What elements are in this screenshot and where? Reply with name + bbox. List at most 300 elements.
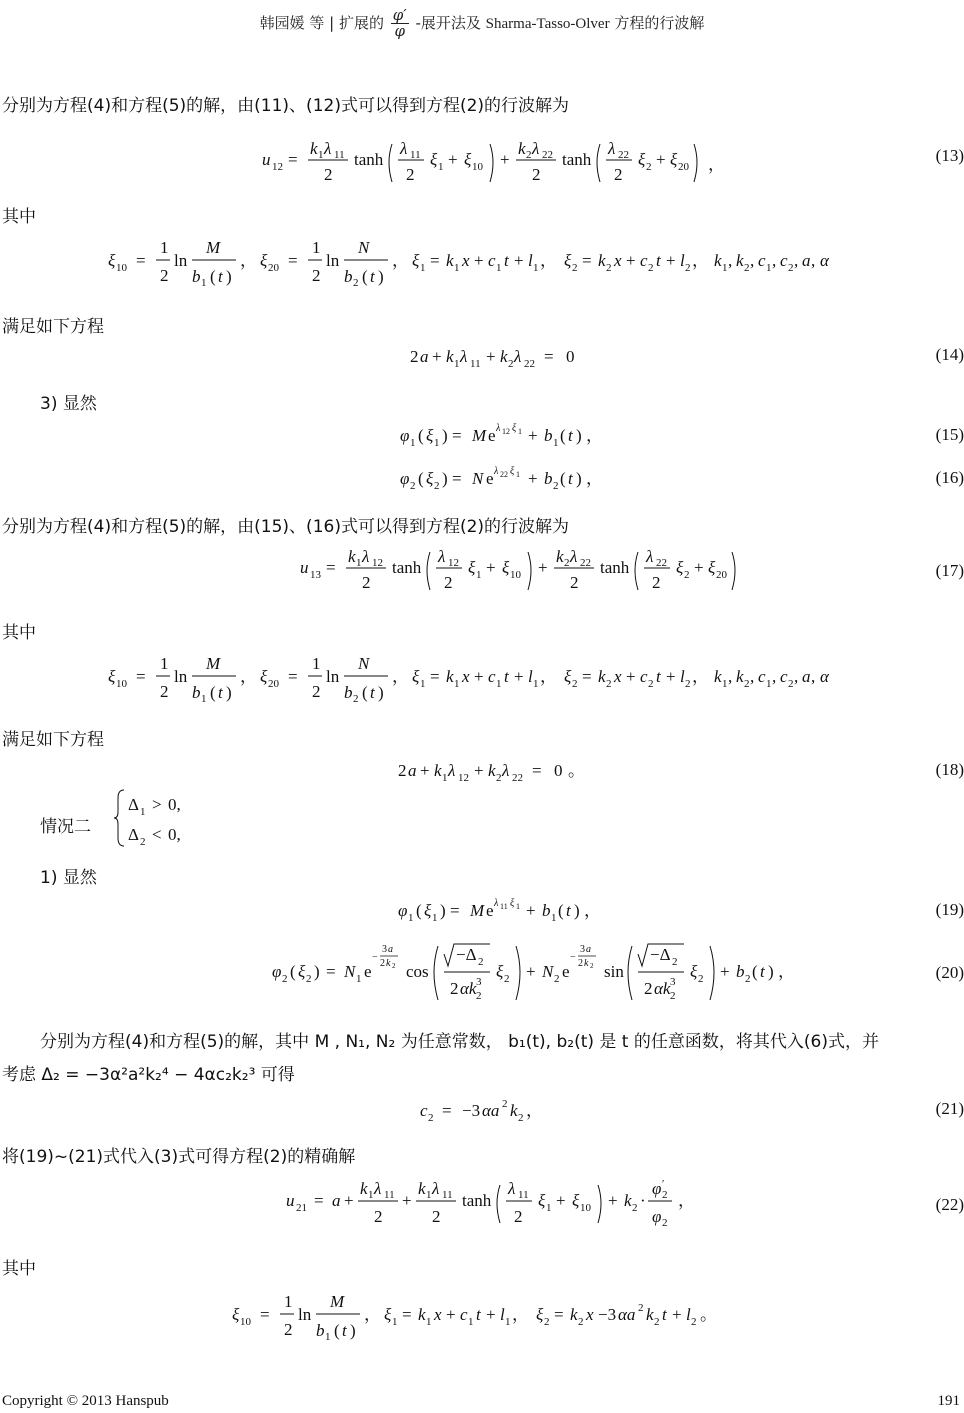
svg-text:k: k	[310, 140, 318, 158]
svg-text:sin: sin	[604, 962, 624, 981]
equation-number-15: (15)	[935, 425, 964, 444]
svg-text:1: 1	[533, 678, 539, 690]
svg-text:2: 2	[788, 262, 794, 274]
svg-text:k: k	[598, 667, 606, 686]
svg-text:2: 2	[406, 165, 415, 184]
svg-text:(: (	[560, 426, 566, 445]
svg-text:−Δ: −Δ	[456, 945, 477, 964]
svg-text:1: 1	[410, 437, 416, 449]
paragraph-7: 满足如下方程	[2, 730, 104, 750]
svg-text:。: 。	[700, 1305, 717, 1324]
svg-text:1: 1	[468, 1316, 474, 1328]
svg-text:2: 2	[564, 557, 570, 569]
svg-text:2: 2	[353, 693, 359, 705]
svg-text:M: M	[330, 1292, 345, 1311]
svg-text:α: α	[820, 251, 829, 270]
svg-text:(: (	[752, 962, 758, 981]
svg-text:b: b	[316, 1321, 325, 1340]
svg-text:c: c	[780, 667, 788, 686]
svg-text:1: 1	[454, 358, 460, 370]
svg-text:=: =	[430, 667, 440, 686]
svg-text:2: 2	[374, 1207, 383, 1226]
svg-text:(: (	[418, 469, 424, 488]
svg-text:(: (	[210, 267, 216, 286]
svg-text:λ: λ	[400, 140, 408, 158]
svg-text:1: 1	[408, 912, 414, 924]
svg-text:1: 1	[722, 262, 728, 274]
svg-text:2: 2	[410, 480, 416, 492]
svg-text:M: M	[470, 901, 485, 920]
svg-text:t: t	[568, 469, 573, 488]
svg-text:): )	[314, 962, 320, 981]
svg-text:): )	[440, 901, 446, 920]
paragraph-9: 1) 显然	[40, 868, 97, 888]
paragraph-3: 满足如下方程	[2, 317, 104, 337]
svg-text:ξ: ξ	[424, 901, 432, 920]
svg-text:10: 10	[472, 161, 483, 173]
svg-text:1: 1	[356, 557, 362, 569]
equation-13: u 12 = k 1 λ 11 2 tanh λ 11 2 ξ 1 + ξ 10 + k 2 λ 22 2 tanh λ 22 2 ξ 2 + ξ 20 ，	[262, 140, 725, 184]
svg-text:3: 3	[580, 944, 585, 955]
svg-text:ln: ln	[174, 251, 188, 270]
svg-text:=: =	[288, 251, 298, 270]
svg-text:k: k	[714, 667, 722, 686]
page-number: 191	[937, 1393, 960, 1409]
svg-text:，: ，	[540, 251, 557, 270]
svg-text:ξ: ξ	[512, 423, 517, 434]
svg-text:1: 1	[434, 437, 440, 449]
svg-text:12: 12	[272, 161, 283, 173]
svg-text:2: 2	[284, 1320, 293, 1339]
svg-text:1: 1	[284, 1292, 293, 1311]
equation-17-graphic	[300, 548, 750, 594]
svg-text:ξ: ξ	[502, 558, 510, 577]
svg-text:c: c	[758, 667, 766, 686]
svg-text:): )	[576, 426, 582, 445]
svg-text:，: ，	[526, 1101, 543, 1120]
svg-text:αa: αa	[482, 1101, 500, 1120]
svg-text:−Δ: −Δ	[650, 945, 671, 964]
svg-text:): )	[226, 683, 232, 702]
svg-text:2: 2	[160, 682, 169, 701]
svg-text:,: ,	[772, 667, 777, 686]
paragraph-8: 情况二	[40, 817, 91, 837]
equation-18-graphic	[398, 758, 618, 784]
svg-text:ξ: ξ	[690, 962, 698, 981]
svg-text:=: =	[136, 251, 146, 270]
svg-text:2: 2	[160, 266, 169, 285]
svg-text:=: =	[582, 251, 592, 270]
svg-text:2: 2	[654, 1316, 660, 1328]
svg-text:2: 2	[670, 990, 676, 1002]
svg-text:=: =	[260, 1305, 270, 1324]
svg-text:−: −	[372, 952, 378, 963]
svg-text:c: c	[460, 1305, 468, 1324]
svg-text:+: +	[486, 347, 496, 366]
svg-text:ξ: ξ	[260, 251, 268, 270]
equation-13-conditions-graphic	[108, 236, 868, 290]
svg-text:ξ: ξ	[564, 251, 572, 270]
svg-text:，: ，	[240, 251, 257, 270]
svg-text:0,: 0,	[168, 795, 181, 814]
svg-text:1: 1	[454, 678, 460, 690]
svg-text:b: b	[544, 426, 553, 445]
svg-text:1: 1	[201, 277, 207, 289]
svg-text:2: 2	[572, 678, 578, 690]
svg-text:+: +	[432, 347, 442, 366]
svg-text:+: +	[448, 150, 458, 169]
paragraph-10b: 考虑 Δ₂ = −3α²a²k₂⁴ − 4αc₂k₂³ 可得	[2, 1065, 295, 1085]
svg-text:11: 11	[442, 1189, 453, 1201]
svg-text:αk: αk	[460, 979, 477, 998]
svg-text:11: 11	[384, 1189, 395, 1201]
svg-text:+: +	[474, 667, 484, 686]
svg-text:，: ，	[540, 667, 557, 686]
svg-text:e: e	[488, 426, 496, 445]
equation-number-18: (18)	[935, 760, 964, 779]
svg-text:2: 2	[306, 973, 312, 985]
svg-text:k: k	[598, 251, 606, 270]
equation-22	[286, 1179, 706, 1234]
svg-text:+: +	[500, 150, 510, 169]
svg-text:λ: λ	[448, 761, 456, 780]
svg-text:λ: λ	[494, 466, 499, 477]
svg-text:+: +	[720, 962, 730, 981]
svg-text:x: x	[614, 667, 622, 686]
svg-text:+: +	[608, 1191, 618, 1210]
svg-text:a: a	[586, 944, 591, 955]
svg-text:u: u	[286, 1191, 295, 1210]
paragraph-6: 其中	[2, 623, 36, 643]
svg-text:+: +	[656, 150, 666, 169]
svg-text:,: ,	[750, 667, 755, 686]
svg-text:1: 1	[496, 678, 502, 690]
svg-text:k: k	[510, 1101, 518, 1120]
svg-text:φ: φ	[272, 962, 282, 981]
svg-text:k: k	[584, 958, 589, 969]
svg-text:x: x	[586, 1305, 594, 1324]
svg-text:t: t	[370, 267, 375, 286]
svg-text:=: =	[532, 761, 542, 780]
svg-text:k: k	[386, 958, 391, 969]
svg-text:,: ,	[728, 667, 733, 686]
case-two-conditions	[114, 786, 204, 855]
svg-text:l: l	[500, 1305, 505, 1324]
svg-text:13: 13	[310, 569, 321, 581]
svg-text:−: −	[570, 952, 576, 963]
svg-text:2: 2	[324, 165, 333, 184]
svg-text:=: =	[554, 1305, 564, 1324]
svg-text:k: k	[624, 1191, 632, 1210]
svg-text:a: a	[408, 761, 417, 780]
svg-text:1: 1	[516, 902, 520, 911]
svg-text:ξ: ξ	[426, 469, 434, 488]
equation-16	[400, 464, 610, 499]
svg-text:0: 0	[566, 347, 575, 366]
svg-text:λ: λ	[508, 1179, 516, 1198]
svg-text:): )	[576, 469, 582, 488]
equation-20	[272, 940, 832, 1009]
footer-copyright: Copyright © 2013 Hanspub	[2, 1393, 169, 1409]
svg-text:=: =	[326, 962, 336, 981]
svg-text:2: 2	[398, 761, 407, 780]
svg-text:1: 1	[426, 1189, 432, 1201]
svg-text:·: ·	[640, 1191, 646, 1210]
svg-text:c: c	[488, 251, 496, 270]
svg-text:=: =	[288, 150, 298, 169]
svg-text:t: t	[568, 426, 573, 445]
svg-text:，: ，	[240, 667, 257, 686]
svg-text:ξ: ξ	[298, 962, 306, 981]
svg-text:1: 1	[551, 912, 557, 924]
svg-text:，: ，	[678, 1191, 695, 1210]
svg-text:ξ: ξ	[426, 426, 434, 445]
svg-text:λ: λ	[374, 1179, 382, 1198]
svg-text:t: t	[656, 251, 661, 270]
svg-text:a: a	[332, 1191, 341, 1210]
svg-text:(: (	[334, 1321, 340, 1340]
svg-text:2: 2	[606, 262, 612, 274]
svg-text:u: u	[300, 558, 309, 577]
svg-text:<: <	[152, 825, 162, 844]
svg-text:，: ，	[586, 426, 603, 445]
svg-text:10: 10	[240, 1316, 251, 1328]
svg-text:t: t	[656, 667, 661, 686]
svg-text:φ: φ	[400, 469, 410, 488]
svg-text:,: ,	[811, 251, 816, 270]
svg-text:2: 2	[444, 573, 453, 592]
equation-21	[420, 1096, 570, 1129]
svg-text:=: =	[450, 901, 460, 920]
equation-21-graphic	[420, 1096, 570, 1124]
svg-text:k: k	[446, 667, 454, 686]
svg-text:k: k	[418, 1179, 426, 1198]
svg-text:x: x	[614, 251, 622, 270]
svg-text:(: (	[362, 267, 368, 286]
equation-22-graphic	[286, 1179, 706, 1229]
svg-text:ξ: ξ	[412, 667, 420, 686]
equation-18	[398, 758, 618, 789]
svg-text:+: +	[528, 426, 538, 445]
svg-text:a: a	[802, 251, 811, 270]
svg-text:ξ: ξ	[676, 558, 684, 577]
svg-text:1: 1	[312, 654, 321, 673]
svg-text:x: x	[434, 1305, 442, 1324]
svg-text:l: l	[680, 251, 685, 270]
svg-text:+: +	[526, 962, 536, 981]
svg-text:20: 20	[716, 569, 727, 581]
svg-text:): )	[378, 267, 384, 286]
svg-text:k: k	[556, 548, 564, 566]
svg-text:ξ: ξ	[510, 898, 515, 909]
paragraph-4: 3) 显然	[40, 394, 97, 414]
svg-text:t: t	[504, 251, 509, 270]
svg-text:t: t	[218, 267, 223, 286]
svg-text:2: 2	[644, 979, 653, 998]
svg-text:b: b	[344, 683, 353, 702]
equation-14-graphic	[410, 344, 610, 370]
svg-text:(: (	[558, 901, 564, 920]
svg-text:1: 1	[420, 262, 426, 274]
svg-text:2: 2	[606, 678, 612, 690]
svg-text:0,: 0,	[168, 825, 181, 844]
svg-text:1: 1	[432, 912, 438, 924]
svg-text:2: 2	[428, 1112, 434, 1124]
svg-text:+: +	[626, 251, 636, 270]
svg-text:2: 2	[672, 956, 678, 968]
svg-text:ξ: ξ	[572, 1191, 580, 1210]
svg-text:N: N	[344, 962, 356, 981]
header-authors: 韩园媛 等 | 扩展的	[259, 14, 384, 32]
svg-text:>: >	[152, 795, 162, 814]
svg-text:=: =	[288, 667, 298, 686]
svg-text:2: 2	[570, 573, 579, 592]
equation-19	[398, 896, 608, 931]
svg-text:t: t	[662, 1305, 667, 1324]
equation-13-conditions	[108, 236, 868, 295]
svg-text:ξ: ξ	[232, 1305, 240, 1324]
case-two-conditions-graphic	[114, 786, 204, 850]
svg-text:,: ,	[794, 251, 799, 270]
svg-text:2: 2	[685, 262, 691, 274]
svg-text:ξ: ξ	[564, 667, 572, 686]
svg-text:+: +	[556, 1191, 566, 1210]
svg-text:2: 2	[572, 262, 578, 274]
svg-text:−3: −3	[598, 1305, 617, 1324]
svg-text:2: 2	[745, 973, 751, 985]
svg-text:2: 2	[638, 1302, 644, 1314]
svg-text:2: 2	[590, 962, 594, 970]
svg-text:22: 22	[500, 470, 508, 479]
svg-text:+: +	[528, 469, 538, 488]
svg-text:ξ: ξ	[108, 667, 116, 686]
svg-text:1: 1	[356, 973, 362, 985]
svg-text:=: =	[136, 667, 146, 686]
svg-text:b: b	[544, 469, 553, 488]
svg-text:ln: ln	[326, 251, 340, 270]
svg-text:1: 1	[766, 262, 772, 274]
svg-text:3: 3	[476, 976, 482, 988]
svg-text:2: 2	[478, 956, 484, 968]
svg-text:+: +	[344, 1191, 354, 1210]
svg-text:3: 3	[382, 944, 387, 955]
svg-text:α: α	[820, 667, 829, 686]
svg-text:12: 12	[502, 427, 510, 436]
svg-text:l: l	[528, 667, 533, 686]
paragraph-2: 其中	[2, 207, 36, 227]
svg-text:=: =	[452, 426, 462, 445]
svg-text:ξ: ξ	[412, 251, 420, 270]
svg-text:2: 2	[553, 480, 559, 492]
svg-text:2: 2	[685, 678, 691, 690]
svg-text:ξ: ξ	[510, 466, 515, 477]
svg-text:ξ: ξ	[638, 150, 646, 169]
equation-22-conditions	[232, 1290, 752, 1349]
svg-text:k: k	[646, 1305, 654, 1324]
svg-text:=: =	[544, 347, 554, 366]
svg-text:22: 22	[524, 358, 535, 370]
svg-text:a: a	[420, 347, 429, 366]
equation-number-14: (14)	[935, 345, 964, 364]
svg-text:2: 2	[353, 277, 359, 289]
svg-text:+: +	[526, 901, 536, 920]
svg-text:ξ: ξ	[708, 558, 716, 577]
svg-text:10: 10	[116, 678, 127, 690]
svg-text:λ: λ	[324, 140, 332, 158]
svg-text:N: N	[358, 654, 370, 673]
svg-text:λ: λ	[608, 140, 616, 158]
svg-text:1: 1	[553, 437, 559, 449]
equation-19-graphic	[398, 896, 608, 926]
svg-text:ξ: ξ	[538, 1191, 546, 1210]
svg-text:c: c	[780, 251, 788, 270]
svg-text:2: 2	[526, 149, 532, 161]
svg-text:20: 20	[268, 678, 279, 690]
svg-text:2: 2	[502, 1098, 508, 1110]
svg-text:k: k	[446, 251, 454, 270]
svg-text:c: c	[420, 1101, 428, 1120]
svg-text:+: +	[514, 251, 524, 270]
svg-text:20: 20	[678, 161, 689, 173]
svg-text:tanh: tanh	[462, 1191, 492, 1210]
svg-text:2: 2	[684, 569, 690, 581]
svg-text:a: a	[802, 667, 811, 686]
svg-text:ξ: ξ	[496, 962, 504, 981]
svg-text:t: t	[342, 1321, 347, 1340]
svg-text:λ: λ	[502, 761, 510, 780]
svg-text:t: t	[476, 1305, 481, 1324]
svg-text:1: 1	[368, 1189, 374, 1201]
svg-text:=: =	[402, 1305, 412, 1324]
svg-text:+: +	[672, 1305, 682, 1324]
svg-text:1: 1	[766, 678, 772, 690]
svg-text:k: k	[446, 347, 454, 366]
svg-text:+: +	[666, 251, 676, 270]
svg-text:(: (	[210, 683, 216, 702]
svg-text:b: b	[344, 267, 353, 286]
svg-text:1: 1	[454, 262, 460, 274]
svg-text:): )	[574, 901, 580, 920]
svg-text:λ: λ	[362, 548, 370, 566]
svg-text:1: 1	[518, 427, 522, 436]
svg-text:,: ,	[794, 667, 799, 686]
paragraph-11: 将(19)~(21)式代入(3)式可得方程(2)的精确解	[2, 1147, 356, 1167]
svg-text:2: 2	[648, 678, 654, 690]
svg-text:1: 1	[496, 262, 502, 274]
svg-text:): )	[768, 962, 774, 981]
equation-number-17: (17)	[935, 561, 964, 580]
paragraph-12: 其中	[2, 1259, 36, 1279]
svg-text:12: 12	[448, 557, 459, 569]
svg-text:1: 1	[516, 470, 520, 479]
svg-text:N: N	[472, 469, 484, 488]
svg-text:k: k	[736, 667, 744, 686]
svg-text:l: l	[528, 251, 533, 270]
svg-text:): )	[226, 267, 232, 286]
svg-text:a: a	[388, 944, 393, 955]
svg-text:e: e	[364, 962, 372, 981]
svg-text:u: u	[262, 150, 271, 169]
svg-text:N: N	[358, 238, 370, 257]
svg-text:−3: −3	[462, 1101, 481, 1120]
svg-text:λ: λ	[460, 347, 468, 366]
svg-text:1: 1	[392, 1316, 398, 1328]
svg-text:=: =	[442, 1101, 452, 1120]
svg-text:k: k	[488, 761, 496, 780]
svg-text:1: 1	[533, 262, 539, 274]
svg-text:αk: αk	[654, 979, 671, 998]
svg-text:2: 2	[508, 358, 514, 370]
